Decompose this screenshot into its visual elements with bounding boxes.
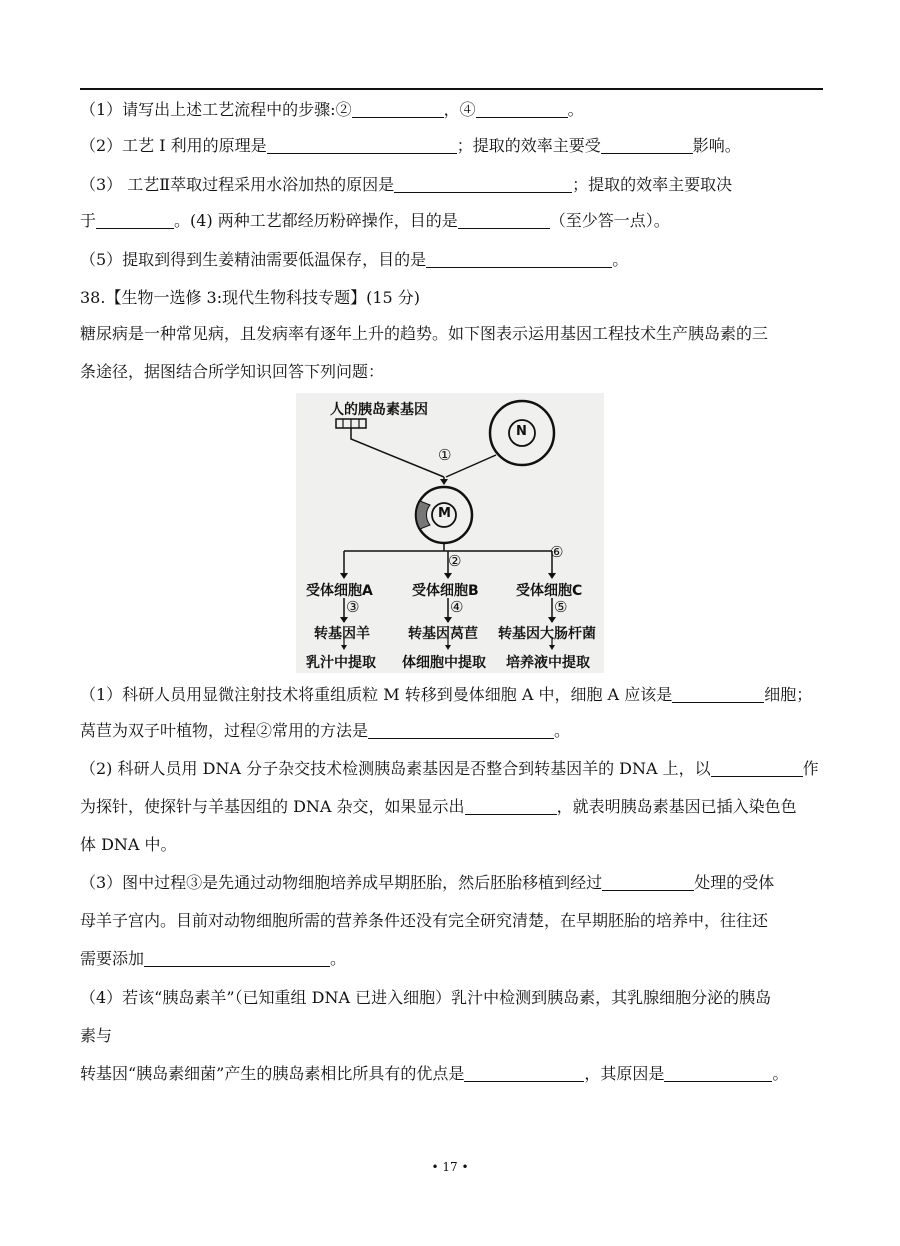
q37-part1-text: （1）请写出上述工艺流程中的步骤:② xyxy=(80,100,352,119)
q38-question-2-cont xyxy=(80,797,825,817)
q37-part3-text: （3） 工艺Ⅱ萃取过程采用水浴加热的原因是 xyxy=(80,175,395,194)
answer-blank[interactable] xyxy=(672,686,764,703)
answer-blank[interactable] xyxy=(664,1065,772,1082)
q38-q3-text: （3）图中过程③是先通过动物细胞培养成早期胚胎，然后胚胎移植到经过 xyxy=(80,873,603,892)
step-3-marker: ③ xyxy=(346,598,360,616)
answer-blank[interactable] xyxy=(267,137,457,154)
q37-part5-text: 。 xyxy=(612,250,629,269)
q37-part2 xyxy=(80,136,825,156)
q38-q2-text: 为探针，使探针与羊基因组的 DNA 杂交，如果显示出 xyxy=(80,797,465,816)
q38-intro: 糖尿病是一种常见病，且发病率有逐年上升的趋势。如下图表示运用基因工程技术生产胰岛素的三 xyxy=(80,324,769,343)
q38-question-1-cont xyxy=(80,721,825,741)
q38-question-3-cont: 母羊子宫内。目前对动物细胞所需的营养条件还没有完全研究清楚，在早期胚胎的培养中，往往还 xyxy=(80,911,769,930)
q38-question-3-end xyxy=(80,949,825,969)
q38-question-4: （4）若该“胰岛素羊”（已知重组 DNA 已进入细胞）乳汁中检测到胰岛素，其乳腺细胞分泌的胰岛 xyxy=(80,988,772,1007)
insulin-gene-insert xyxy=(416,501,430,529)
answer-blank[interactable] xyxy=(352,101,444,118)
q37-part2-text: （2）工艺 I 利用的原理是 xyxy=(80,136,267,155)
transgenic-sheep: 转基因羊 xyxy=(314,626,370,642)
insulin-production-diagram xyxy=(296,393,604,673)
step-2-marker: ② xyxy=(448,552,462,570)
step-4-marker: ④ xyxy=(450,598,464,616)
q38-q4-text: ，其原因是 xyxy=(584,1064,665,1083)
answer-blank[interactable] xyxy=(464,1065,584,1082)
q37-part3 xyxy=(80,175,825,195)
q37-part4-text: 。(4) 两种工艺都经历粉碎操作，目的是 xyxy=(174,211,458,230)
gene-label: 人的胰岛素基因 xyxy=(330,402,428,418)
q37-part3-text: 于 xyxy=(80,211,97,230)
transgenic-ecoli: 转基因大肠杆菌 xyxy=(498,626,596,642)
q37-part2-text: 影响。 xyxy=(692,136,741,155)
answer-blank[interactable] xyxy=(96,212,174,229)
plasmid-m-label: M xyxy=(438,506,451,521)
q38-q1-text: （1）科研人员用显微注射技术将重组质粒 M 转移到曼体细胞 A 中，细胞 A 应该是 xyxy=(80,685,673,704)
answer-blank[interactable] xyxy=(144,950,330,967)
q38-q3-text: 。 xyxy=(330,949,347,968)
q38-q2-text: ，就表明胰岛素基因已插入染色色 xyxy=(556,797,797,816)
q38-question-1 xyxy=(80,685,825,705)
q38-q3-text: 处理的受体 xyxy=(694,873,775,892)
step-1-marker: ① xyxy=(438,446,452,464)
q37-part3-text: ；提取的效率主要取决 xyxy=(572,175,733,194)
q37-part1-text: ，④ xyxy=(443,100,476,119)
q38-q3-text: 需要添加 xyxy=(80,949,145,968)
answer-blank[interactable] xyxy=(602,874,694,891)
q38-q1-text: 细胞； xyxy=(764,685,813,704)
q37-part4-text: （至少答一点）。 xyxy=(549,211,670,230)
top-rule xyxy=(80,88,823,90)
q38-q4-text: 转基因“胰岛素细菌”产生的胰岛素相比所具有的优点是 xyxy=(80,1064,465,1083)
answer-blank[interactable] xyxy=(601,137,693,154)
recipient-cell-b: 受体细胞B xyxy=(412,583,479,599)
q37-part1-text: 。 xyxy=(567,100,584,119)
q38-question-4-cont: 素与 xyxy=(80,1026,113,1045)
q38-q2-text: （2) 科研人员用 DNA 分子杂交技术检测胰岛素基因是否整合到转基因羊的 DNA 上，以 xyxy=(80,759,711,778)
q38-question-4-end xyxy=(80,1064,825,1084)
step-5-marker: ⑤ xyxy=(554,598,568,616)
q38-question-2-end: 体 DNA 中。 xyxy=(80,835,177,854)
q38-q1-text: 莴苣为双子叶植物，过程②常用的方法是 xyxy=(80,721,369,740)
q37-part3-cont xyxy=(80,211,825,231)
q38-question-3 xyxy=(80,873,825,893)
transgenic-lettuce: 转基因莴苣 xyxy=(408,626,478,642)
q37-part1 xyxy=(80,100,825,120)
milk-extraction: 乳汁中提取 xyxy=(306,655,376,671)
recipient-cell-c: 受体细胞C xyxy=(516,583,583,599)
q38-q4-text: 。 xyxy=(772,1064,789,1083)
answer-blank[interactable] xyxy=(426,251,612,268)
q38-q1-text: 。 xyxy=(554,721,571,740)
step-6-marker: ⑥ xyxy=(550,543,564,561)
q38-intro: 条途径，据图结合所学知识回答下列问题： xyxy=(80,362,385,381)
q38-q2-text: 作 xyxy=(802,759,819,778)
somatic-cell-extraction: 体细胞中提取 xyxy=(402,655,486,671)
q38-title: 38.【生物一选修 3:现代生物科技专题】(15 分) xyxy=(80,288,421,307)
answer-blank[interactable] xyxy=(368,722,554,739)
page-number: • 17 • xyxy=(431,1160,469,1174)
answer-blank[interactable] xyxy=(711,760,803,777)
answer-blank[interactable] xyxy=(476,101,568,118)
q37-part2-text: ；提取的效率主要受 xyxy=(456,136,601,155)
plasmid-n-label: N xyxy=(516,424,527,439)
answer-blank[interactable] xyxy=(394,176,572,193)
q37-part5-text: （5）提取到得到生姜精油需要低温保存，目的是 xyxy=(80,250,427,269)
q38-question-2 xyxy=(80,759,825,779)
recipient-cell-a: 受体细胞A xyxy=(306,583,373,599)
answer-blank[interactable] xyxy=(458,212,550,229)
answer-blank[interactable] xyxy=(465,798,557,815)
q37-part5 xyxy=(80,250,825,270)
culture-medium-extraction: 培养液中提取 xyxy=(506,655,590,671)
